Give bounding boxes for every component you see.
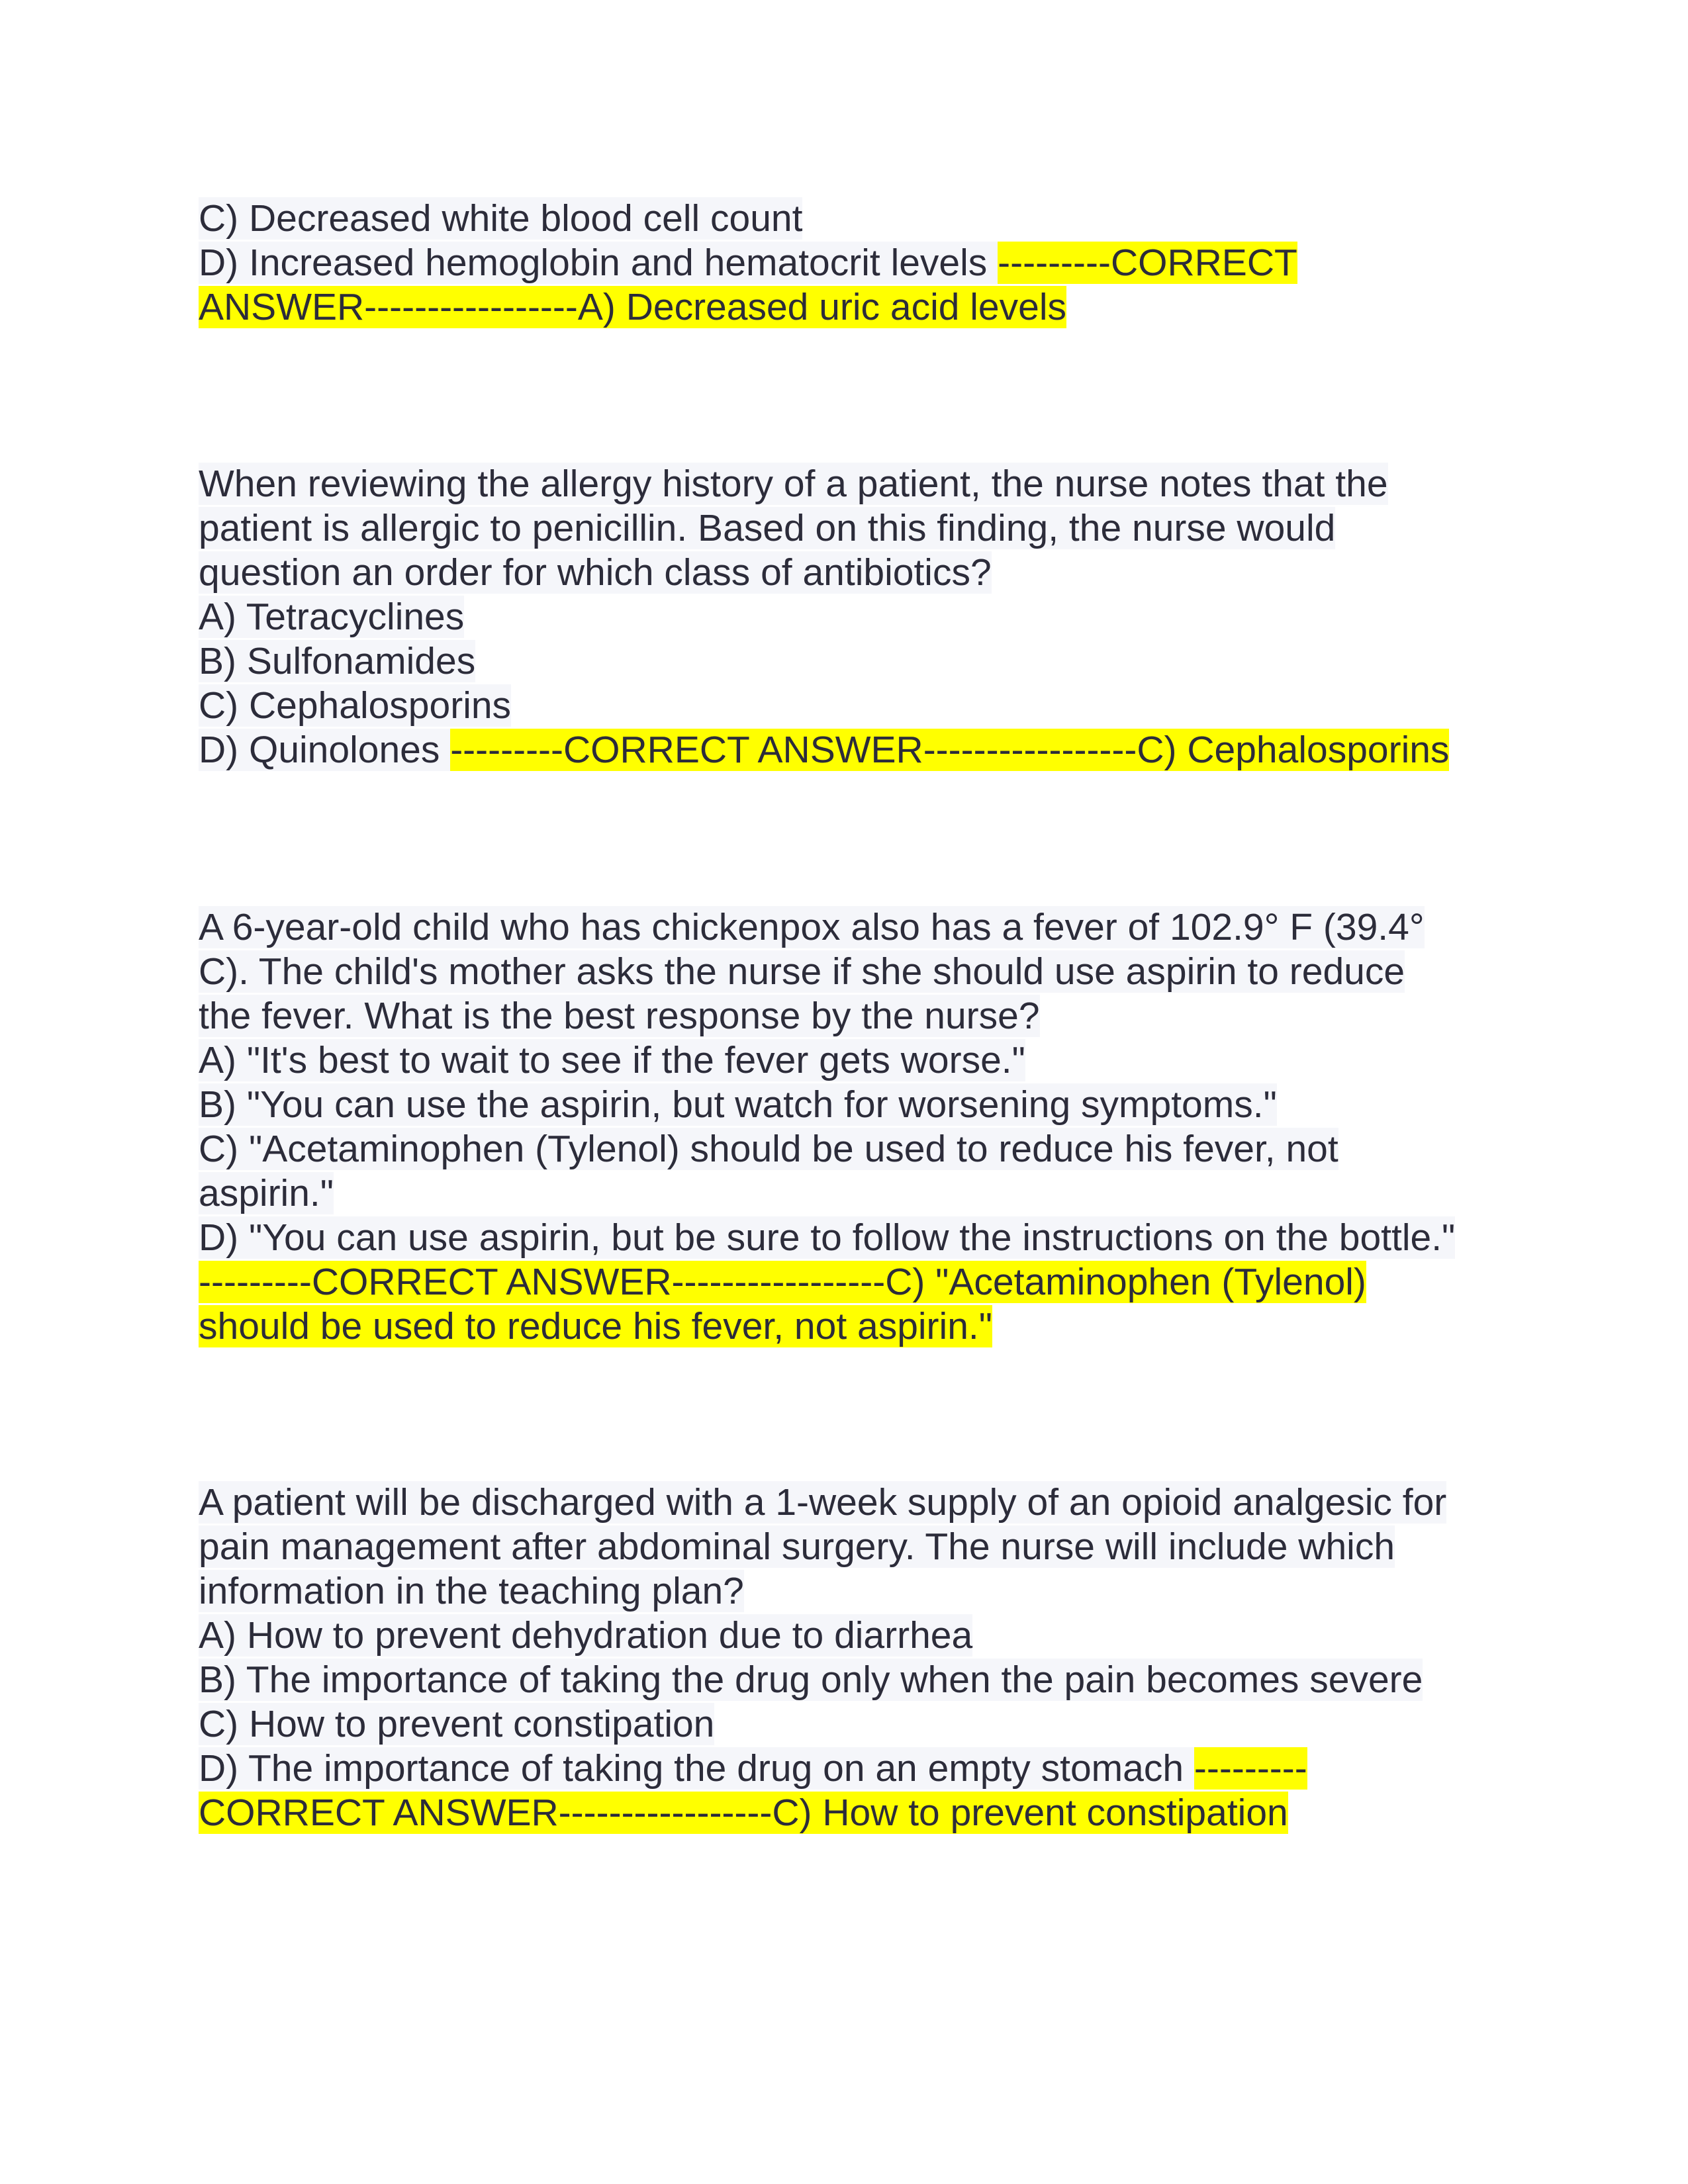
- answer-option-a: A) Tetracyclines: [199, 596, 465, 638]
- answer-option-d: D) Increased hemoglobin and hematocrit levels ---------CORRECT: [199, 242, 1297, 284]
- correct-answer-highlight: CORRECT ANSWER-----------------C) How to prevent constipation: [199, 1792, 1288, 1834]
- answer-option-c: C) "Acetaminophen (Tylenol) should be used to reduce his fever, not: [199, 1128, 1338, 1170]
- correct-answer-line: [199, 285, 1509, 330]
- question-text: When reviewing the allergy history of a patient, the nurse notes that the: [199, 463, 1388, 505]
- correct-answer-highlight: ---------CORRECT: [998, 242, 1297, 284]
- correct-answer-highlight: ANSWER-----------------A) Decreased uric acid levels: [199, 286, 1066, 328]
- answer-option-a: A) "It's best to wait to see if the fever gets worse.": [199, 1039, 1025, 1081]
- question-text: A patient will be discharged with a 1-week supply of an opioid analgesic for: [199, 1481, 1447, 1524]
- question-text: the fever. What is the best response by the nurse?: [199, 995, 1040, 1037]
- question-text: information in the teaching plan?: [199, 1570, 744, 1612]
- question-text: question an order for which class of antibiotics?: [199, 551, 992, 594]
- answer-option-c: C) Decreased white blood cell count: [199, 197, 803, 240]
- answer-option-d: D) "You can use aspirin, but be sure to follow the instructions on the bottle.": [199, 1216, 1456, 1259]
- question-block-penicillin: [199, 462, 1509, 772]
- answer-option-a: A) How to prevent dehydration due to diarrhea: [199, 1614, 973, 1657]
- correct-answer-highlight: should be used to reduce his fever, not aspirin.": [199, 1305, 992, 1347]
- answer-option-b: B) "You can use the aspirin, but watch for worsening symptoms.": [199, 1083, 1277, 1126]
- correct-answer-line: [199, 1304, 1509, 1349]
- question-block-chickenpox: [199, 905, 1509, 1349]
- correct-answer-highlight: ---------CORRECT ANSWER-----------------C) Cephalosporins: [450, 729, 1450, 771]
- question-block-opioid: [199, 1480, 1509, 1835]
- question-text: patient is allergic to penicillin. Based on this finding, the nurse would: [199, 507, 1336, 549]
- answer-option-c-continued: aspirin.": [199, 1172, 334, 1214]
- correct-answer-line: [199, 1260, 1509, 1304]
- answer-option-b: B) The importance of taking the drug only when the pain becomes severe: [199, 1659, 1423, 1701]
- answer-option-c: C) How to prevent constipation: [199, 1703, 715, 1745]
- question-block-uric-acid: [199, 197, 1509, 330]
- answer-option-d: D) Quinolones ---------CORRECT ANSWER-----------------C) Cephalosporins: [199, 729, 1450, 771]
- question-text: A 6-year-old child who has chickenpox also has a fever of 102.9° F (39.4°: [199, 906, 1425, 948]
- question-text: C). The child's mother asks the nurse if she should use aspirin to reduce: [199, 950, 1405, 993]
- correct-answer-highlight: ---------: [1194, 1747, 1307, 1790]
- answer-option-c: C) Cephalosporins: [199, 684, 512, 727]
- answer-option-d: D) The importance of taking the drug on an empty stomach ---------: [199, 1747, 1307, 1790]
- answer-option-b: B) Sulfonamides: [199, 640, 476, 682]
- question-text: pain management after abdominal surgery. The nurse will include which: [199, 1525, 1395, 1568]
- correct-answer-line: [199, 1791, 1509, 1835]
- correct-answer-highlight: ---------CORRECT ANSWER-----------------C) "Acetaminophen (Tylenol): [199, 1261, 1366, 1303]
